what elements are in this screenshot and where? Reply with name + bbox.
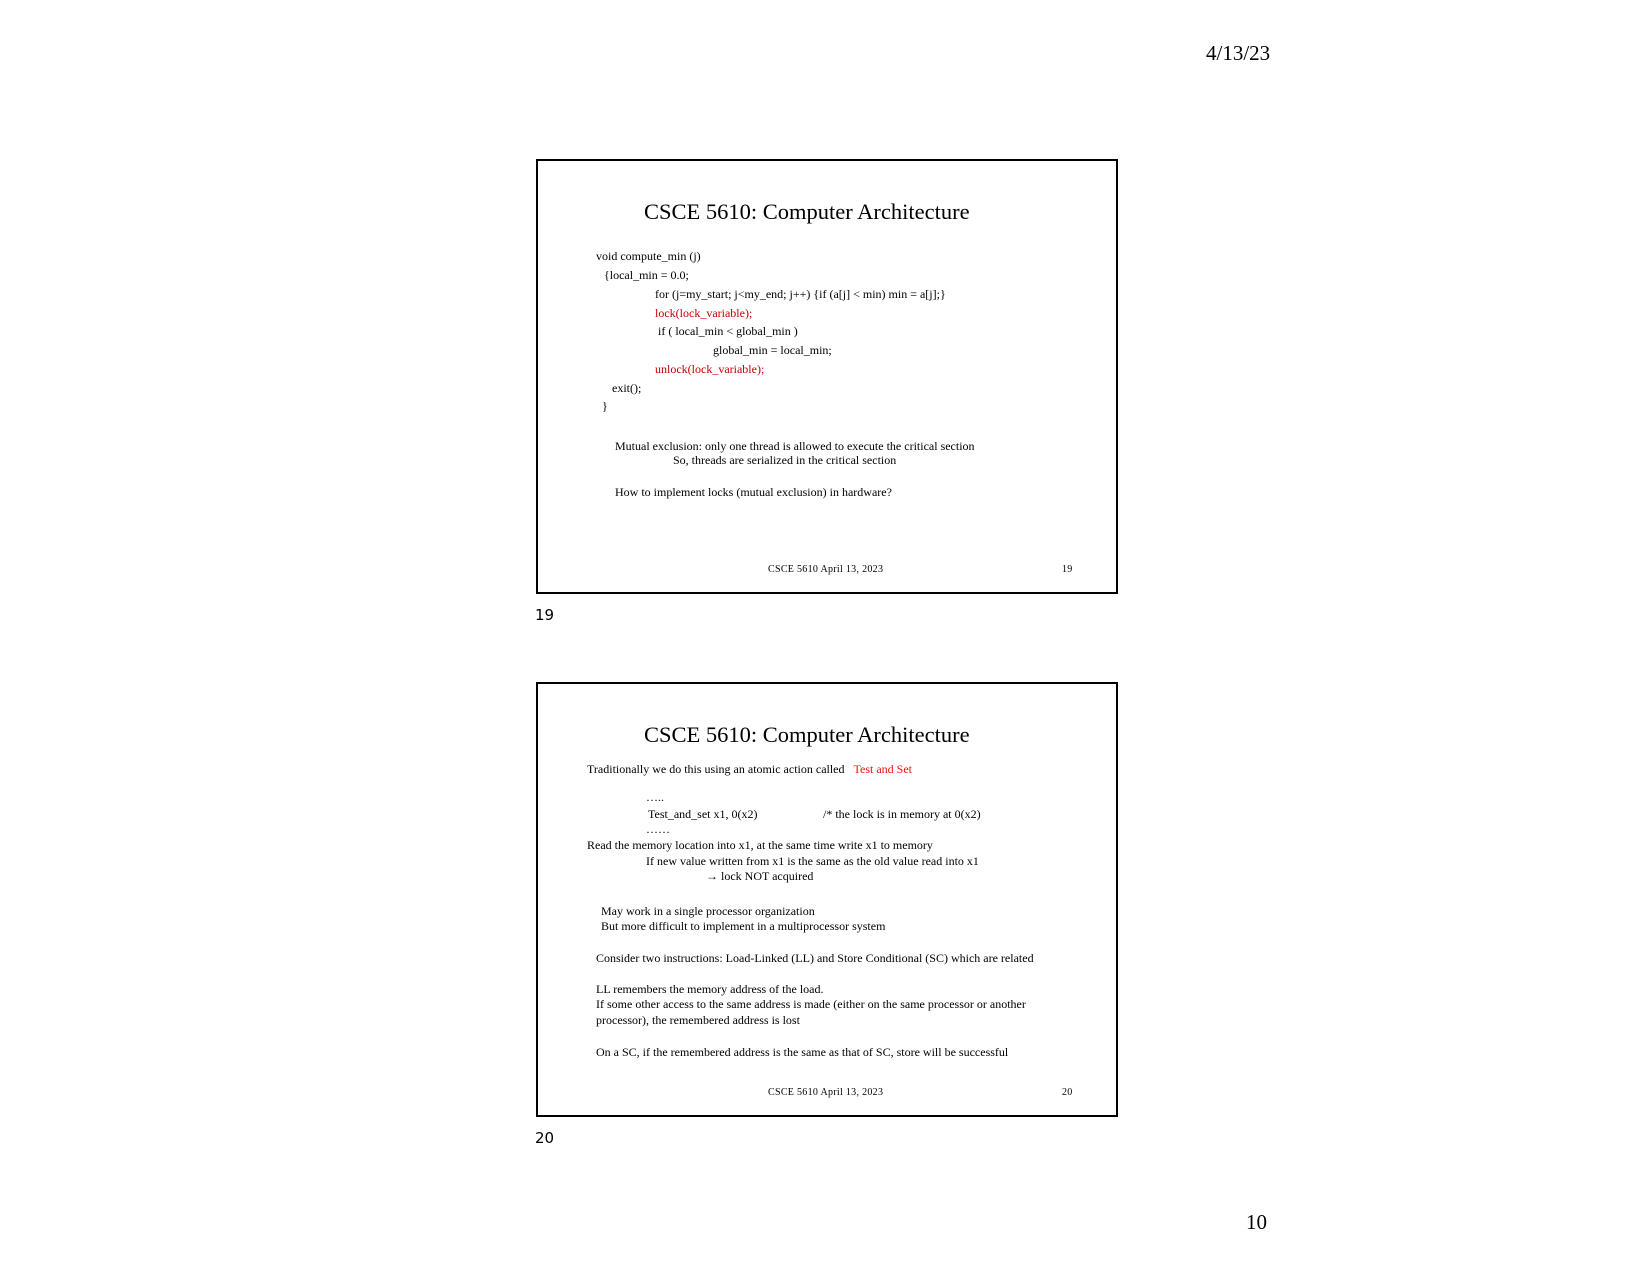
code-line: ….. (646, 790, 664, 804)
body-text: But more difficult to implement in a multiprocessor system (601, 919, 886, 933)
slide-footer: CSCE 5610 April 13, 2023 (768, 564, 884, 575)
body-text: LL remembers the memory address of the load. (596, 982, 824, 996)
slide-caption: 19 (535, 606, 555, 624)
intro-highlight: Test and Set (853, 762, 912, 776)
slide-footer-number: 20 (1062, 1087, 1073, 1098)
intro-text: Traditionally we do this using an atomic action called (587, 762, 845, 776)
body-text: → lock NOT acquired (706, 869, 814, 883)
slide-title: CSCE 5610: Computer Architecture (644, 199, 970, 224)
body-text: If some other access to the same address is made (either on the same processor or another (596, 997, 1026, 1011)
body-text (587, 762, 912, 776)
slide-20 (536, 682, 1118, 1117)
code-line: void compute_min (j) (596, 249, 701, 263)
body-text: If new value written from x1 is the same as the old value read into x1 (646, 854, 979, 868)
slide-title: CSCE 5610: Computer Architecture (644, 722, 970, 747)
body-text: Consider two instructions: Load-Linked (LL) and Store Conditional (SC) which are related (596, 951, 1034, 965)
slide-footer: CSCE 5610 April 13, 2023 (768, 1087, 884, 1098)
code-line: if ( local_min < global_min ) (658, 324, 798, 338)
code-comment: /* the lock is in memory at 0(x2) (823, 807, 981, 821)
body-text: On a SC, if the remembered address is the same as that of SC, store will be successful (596, 1045, 1009, 1059)
code-line-lock: lock(lock_variable); (655, 306, 753, 320)
code-line: for (j=my_start; j<my_end; j++) {if (a[j] < min) min = a[j];} (655, 287, 946, 301)
page-number: 10 (1246, 1210, 1267, 1234)
slide-footer-number: 19 (1062, 564, 1073, 575)
code-line: exit(); (612, 381, 642, 395)
body-text: Read the memory location into x1, at the same time write x1 to memory (587, 838, 933, 852)
code-line-unlock: unlock(lock_variable); (655, 362, 765, 376)
body-text: processor), the remembered address is lost (596, 1013, 800, 1027)
body-text: How to implement locks (mutual exclusion) in hardware? (615, 485, 892, 499)
body-text: May work in a single processor organization (601, 904, 815, 918)
slide-caption: 20 (535, 1129, 555, 1147)
code-line: } (602, 399, 608, 413)
page-date: 4/13/23 (1206, 41, 1271, 65)
code-line: Test_and_set x1, 0(x2) (648, 807, 758, 821)
slide-19 (536, 159, 1118, 594)
body-text: Mutual exclusion: only one thread is allowed to execute the critical section (615, 439, 975, 453)
code-line: global_min = local_min; (713, 343, 832, 357)
body-text: So, threads are serialized in the critical section (673, 453, 897, 467)
code-line: {local_min = 0.0; (604, 268, 689, 282)
code-line: …… (646, 822, 670, 836)
